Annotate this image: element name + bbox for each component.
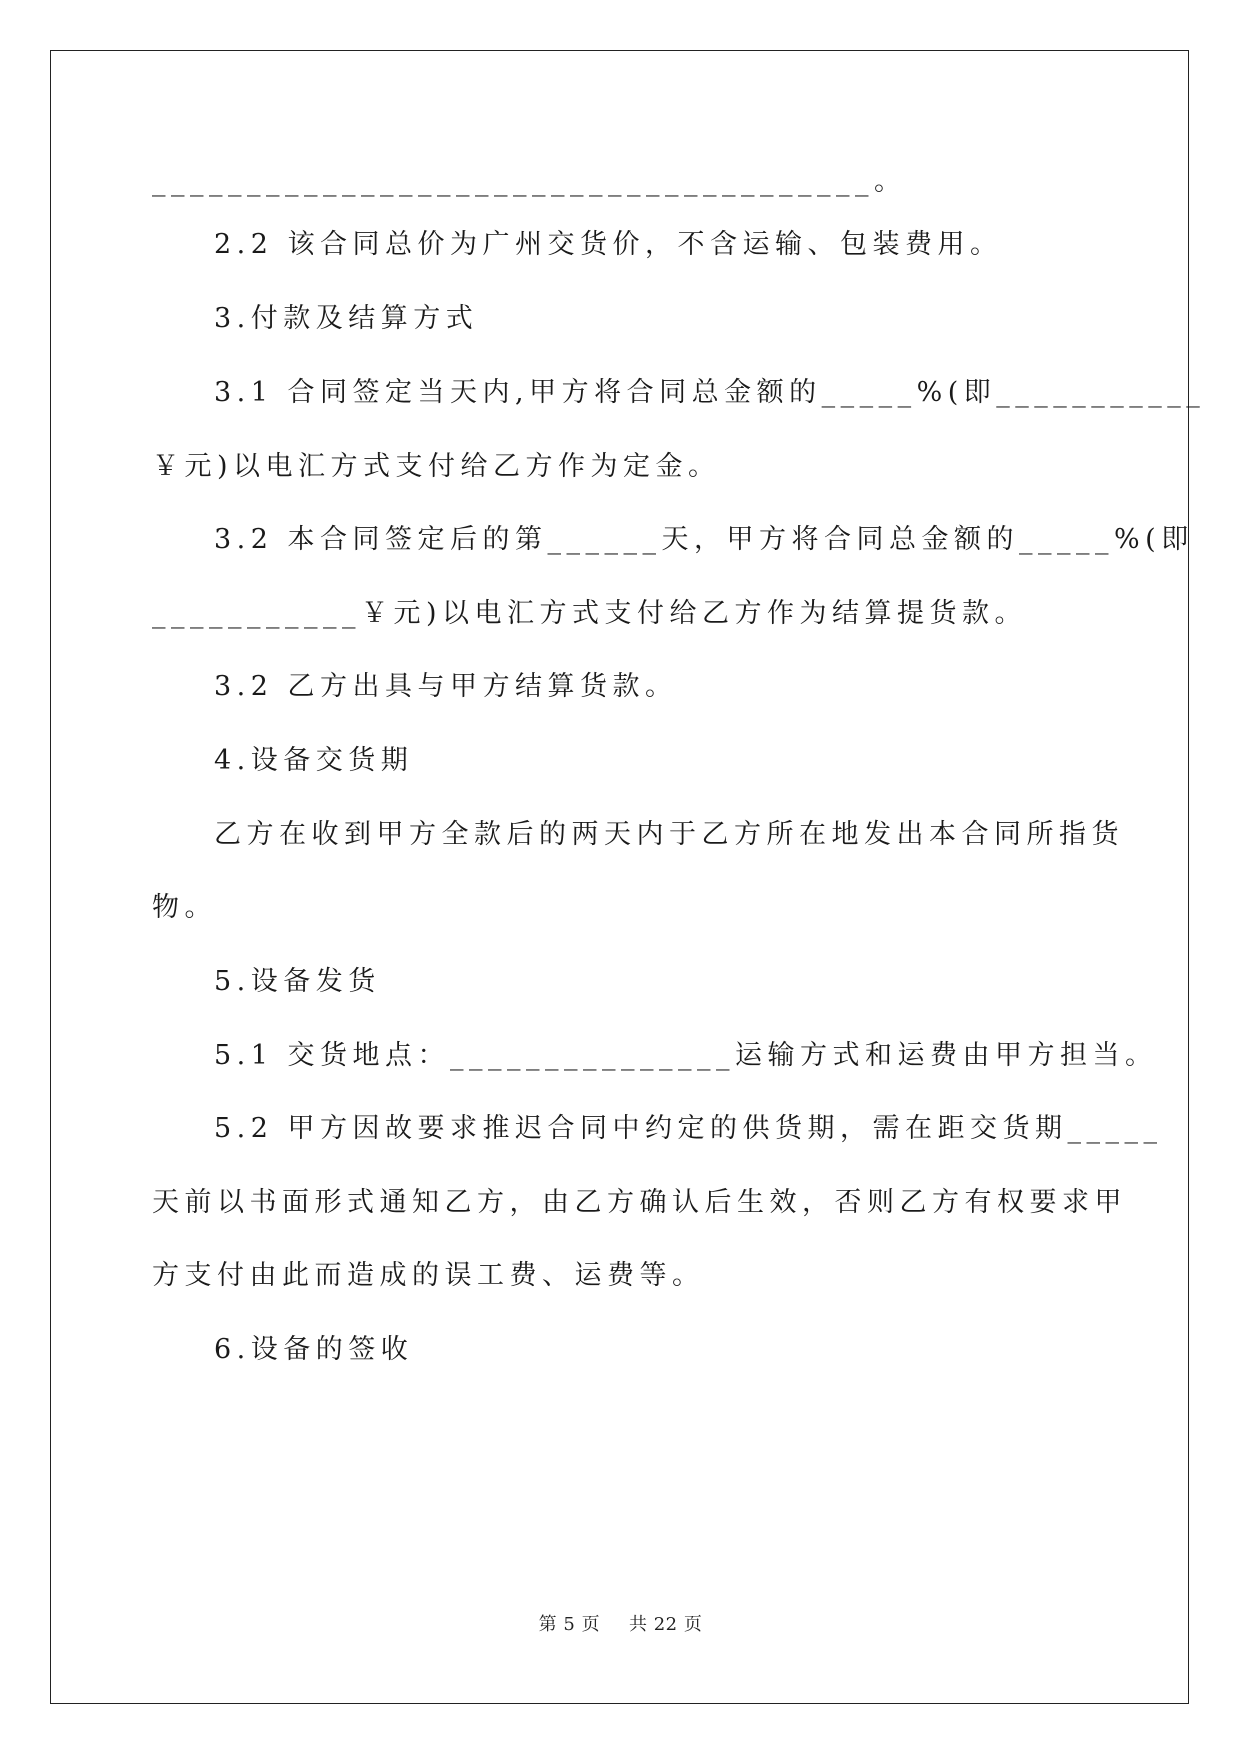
clause-2-2: 2.2 该合同总价为广州交货价，不含运输、包装费用。	[214, 229, 1003, 260]
page-footer	[0, 1610, 1241, 1636]
clause-3-2-line2: ___________￥元)以电汇方式支付给乙方作为结算提货款。	[152, 598, 1028, 629]
clause-3-1-line1: 3.1 合同签定当天内,甲方将合同总金额的_____%(即___________	[214, 377, 1206, 408]
clause-4-line1: 乙方在收到甲方全款后的两天内于乙方所在地发出本合同所指货	[214, 819, 1124, 850]
clause-5-1: 5.1 交货地点：_______________运输方式和运费由甲方担当。	[214, 1040, 1158, 1071]
clause-5-2-line2: 天前以书面形式通知乙方，由乙方确认后生效，否则乙方有权要求甲	[152, 1187, 1127, 1218]
heading-3-payment: 3.付款及结算方式	[214, 303, 479, 334]
text-line-blank-fill: ______________________________________。	[152, 166, 907, 197]
heading-6-acceptance: 6.设备的签收	[214, 1334, 414, 1365]
heading-5-shipping: 5.设备发货	[214, 966, 381, 997]
heading-4-delivery-period: 4.设备交货期	[214, 745, 414, 776]
page-border	[50, 50, 1206, 1704]
clause-3-2-line1: 3.2 本合同签定后的第______天，甲方将合同总金额的_____%(即	[214, 524, 1194, 555]
clause-3-2b: 3.2 乙方出具与甲方结算货款。	[214, 671, 678, 702]
clause-4-line2: 物。	[152, 892, 217, 923]
clause-5-2-line1: 5.2 甲方因故要求推迟合同中约定的供货期，需在距交货期_____	[214, 1113, 1163, 1144]
clause-5-2-line3: 方支付由此而造成的误工费、运费等。	[152, 1260, 705, 1291]
clause-3-1-line2: ￥元)以电汇方式支付给乙方作为定金。	[152, 451, 721, 482]
page-total: 共 22 页	[628, 1614, 703, 1635]
page-number: 第 5 页	[538, 1614, 601, 1635]
